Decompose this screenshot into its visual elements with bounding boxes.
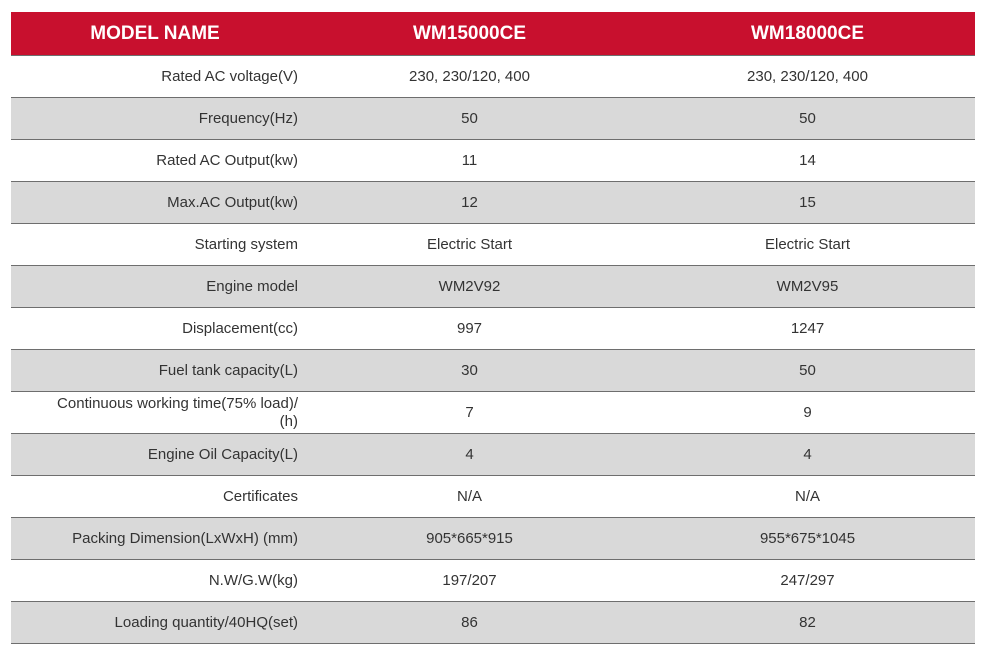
row-label: Rated AC voltage(V): [11, 56, 299, 98]
table-row: [11, 98, 975, 140]
table-row: [11, 350, 975, 392]
row-label: Frequency(Hz): [11, 98, 299, 140]
model-name-header: MODEL NAME: [11, 12, 299, 56]
row-value: N/A: [299, 476, 640, 518]
table-row: [11, 602, 975, 644]
table-row: [11, 56, 975, 98]
row-value: 30: [299, 350, 640, 392]
spec-table: [11, 12, 975, 644]
row-value: N/A: [640, 476, 975, 518]
row-value: 1247: [640, 308, 975, 350]
row-value: 905*665*915: [299, 518, 640, 560]
table-row: [11, 476, 975, 518]
table-row: [11, 434, 975, 476]
row-label: Continuous working time(75% load)/ (h): [11, 392, 299, 434]
row-label: Fuel tank capacity(L): [11, 350, 299, 392]
row-value: WM2V95: [640, 266, 975, 308]
table-row: [11, 182, 975, 224]
table-row: [11, 140, 975, 182]
table-row: [11, 518, 975, 560]
row-value: 82: [640, 602, 975, 644]
row-value: 86: [299, 602, 640, 644]
row-label: Packing Dimension(LxWxH) (mm): [11, 518, 299, 560]
row-label: Certificates: [11, 476, 299, 518]
row-value: 4: [299, 434, 640, 476]
row-value: 14: [640, 140, 975, 182]
row-value: 9: [640, 392, 975, 434]
table-row: [11, 392, 975, 434]
row-label: Engine model: [11, 266, 299, 308]
model-header-wm18000ce: WM18000CE: [640, 12, 975, 56]
row-label: Starting system: [11, 224, 299, 266]
table-row: [11, 224, 975, 266]
row-label: Displacement(cc): [11, 308, 299, 350]
table-row: [11, 308, 975, 350]
row-label: Loading quantity/40HQ(set): [11, 602, 299, 644]
row-value: WM2V92: [299, 266, 640, 308]
row-label: Engine Oil Capacity(L): [11, 434, 299, 476]
row-value: 15: [640, 182, 975, 224]
row-value: 230, 230/120, 400: [299, 56, 640, 98]
row-value: 997: [299, 308, 640, 350]
table-row: [11, 560, 975, 602]
row-value: 230, 230/120, 400: [640, 56, 975, 98]
table-row: [11, 266, 975, 308]
model-header-wm15000ce: WM15000CE: [299, 12, 640, 56]
row-value: 11: [299, 140, 640, 182]
row-value: Electric Start: [640, 224, 975, 266]
row-label: Max.AC Output(kw): [11, 182, 299, 224]
header-row: [11, 12, 975, 56]
row-value: 4: [640, 434, 975, 476]
row-label: N.W/G.W(kg): [11, 560, 299, 602]
row-value: 955*675*1045: [640, 518, 975, 560]
row-value: 197/207: [299, 560, 640, 602]
row-value: 50: [299, 98, 640, 140]
row-value: 247/297: [640, 560, 975, 602]
row-value: 50: [640, 350, 975, 392]
row-value: 12: [299, 182, 640, 224]
row-value: 7: [299, 392, 640, 434]
row-value: 50: [640, 98, 975, 140]
row-value: Electric Start: [299, 224, 640, 266]
row-label: Rated AC Output(kw): [11, 140, 299, 182]
